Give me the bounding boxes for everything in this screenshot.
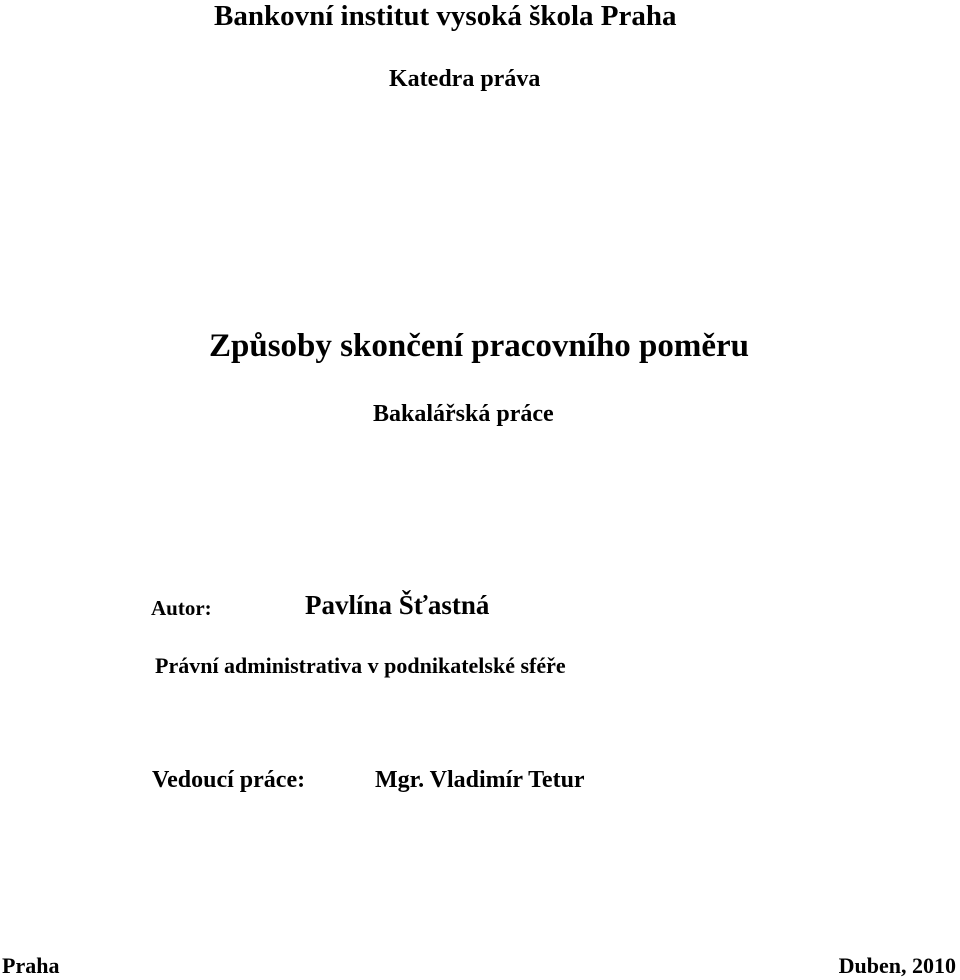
- thesis-title: Způsoby skončení pracovního poměru: [209, 328, 750, 364]
- author-label: Autor:: [151, 596, 212, 620]
- supervisor-name: Mgr. Vladimír Tetur: [375, 767, 585, 793]
- department-name: Katedra práva: [389, 66, 541, 92]
- thesis-type: Bakalářská práce: [373, 401, 554, 427]
- institution-name: Bankovní institut vysoká škola Praha: [214, 0, 677, 32]
- study-program: Právní administrativa v podnikatelské sféře: [155, 653, 566, 678]
- author-name: Pavlína Šťastná: [305, 590, 490, 620]
- footer-city: Praha: [2, 953, 60, 978]
- supervisor-label: Vedoucí práce:: [152, 767, 306, 793]
- footer-date: Duben, 2010: [838, 953, 956, 978]
